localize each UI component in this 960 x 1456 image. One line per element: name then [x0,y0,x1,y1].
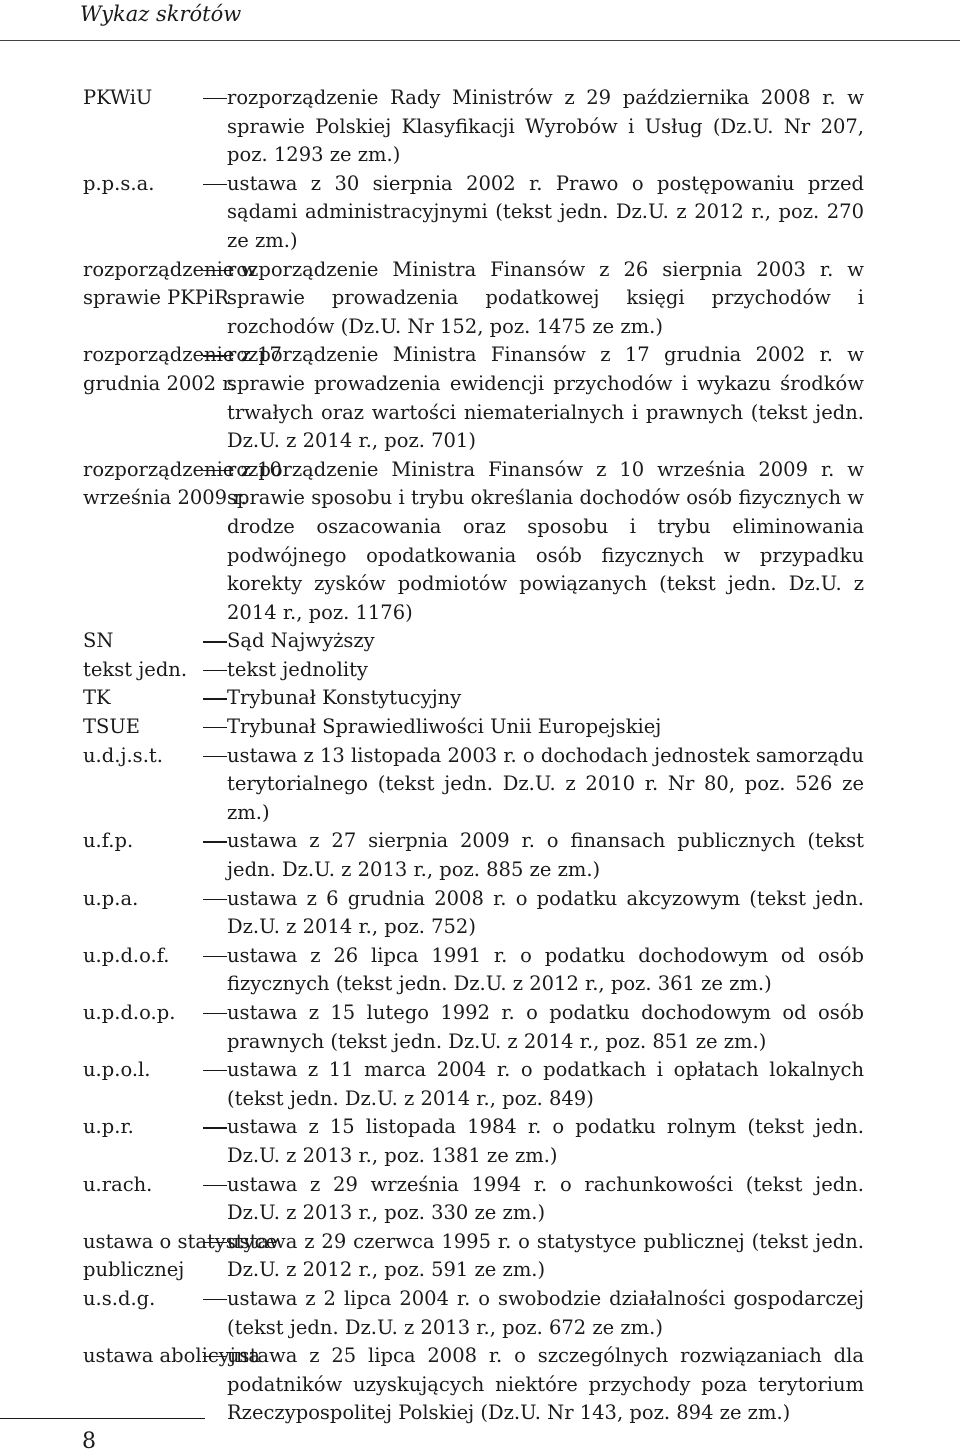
abbreviation-term: TSUE [83,715,141,739]
abbreviation-term: u.d.j.s.t. [83,743,163,767]
abbreviation-term: SN [83,629,114,653]
abbreviation-definition: ustawa z 25 lipca 2008 r. o szczególnych rozwiązaniach dla podatników uzyskujących niektóre przychody poza terytorium Rzeczypospolitej Polskiej (Dz.U. Nr 143, poz. 894 ze zm.) [227,1344,864,1425]
abbreviation-term: ustawa abolicyjna [83,1344,261,1368]
abbreviation-term: u.rach. [83,1172,153,1196]
abbreviation-entry [0,84,960,170]
abbreviation-term: rozporządzenie z 10 września 2009 r. [83,457,282,510]
abbreviation-term: PKWiU [83,86,153,109]
abbreviation-definition: ustawa z 2 lipca 2004 r. o swobodzie działalności gospodarczej (tekst jedn. Dz.U. z 2013 r., poz. 672 ze zm.) [227,1286,864,1339]
abbreviation-list [0,84,960,1428]
abbreviation-definition: rozporządzenie Ministra Finansów z 17 grudnia 2002 r. w sprawie prowadzenia ewidencji przychodów i wykazu środków trwałych oraz wartości niematerialnych i prawnych (tekst jedn. Dz.U. z 2014 r., poz. 701) [227,343,864,453]
abbreviation-definition: ustawa z 29 września 1994 r. o rachunkowości (tekst jedn. Dz.U. z 2013 r., poz. 330 ze zm.) [227,1172,864,1225]
abbreviation-entry [0,170,960,256]
abbreviation-term: rozporządzenie z 17 grudnia 2002 r. [83,343,282,395]
abbreviation-definition: ustawa z 15 listopada 1984 r. o podatku rolnym (tekst jedn. Dz.U. z 2013 r., poz. 1381 ze zm.) [227,1115,864,1167]
abbreviation-entry [0,1113,960,1170]
abbreviation-definition: ustawa z 27 sierpnia 2009 r. o finansach publicznych (tekst jedn. Dz.U. z 2013 r., poz. 885 ze zm.) [227,829,864,882]
abbreviation-definition: rozporządzenie Ministra Finansów z 26 sierpnia 2003 r. w sprawie prowadzenia podatkowej księgi przychodów i rozchodów (Dz.U. Nr 152, poz. 1475 ze zm.) [227,257,864,338]
abbreviation-term: TK [83,686,111,710]
abbreviation-entry [0,942,960,999]
abbreviation-definition: Sąd Najwyższy [227,629,375,653]
footer-rule [0,1418,205,1419]
header-rule [0,40,960,41]
abbreviation-definition: ustawa z 11 marca 2004 r. o podatkach i opłatach lokalnych (tekst jedn. Dz.U. z 2014 r., poz. 849) [227,1058,864,1110]
abbreviation-definition: Trybunał Sprawiedliwości Unii Europejskiej [227,715,662,739]
abbreviation-entry [0,456,960,628]
abbreviation-term: u.p.d.o.f. [83,943,170,967]
abbreviation-term: u.p.a. [83,886,139,910]
abbreviation-entry [0,742,960,828]
abbreviation-definition: tekst jednolity [227,657,368,681]
abbreviation-term: rozporządzenie w sprawie PKPiR [83,257,258,310]
abbreviation-term: u.p.d.o.p. [83,1001,176,1024]
abbreviation-term: tekst jedn. [83,657,188,681]
abbreviation-definition: ustawa z 29 czerwca 1995 r. o statystyce publicznej (tekst jedn. Dz.U. z 2012 r., poz. 591 ze zm.) [227,1229,864,1282]
abbreviation-definition: ustawa z 15 lutego 1992 r. o podatku dochodowym od osób prawnych (tekst jedn. Dz.U. z 2014 r., poz. 851 ze zm.) [227,1001,864,1053]
abbreviation-entry [0,341,960,455]
abbreviation-entry [0,627,960,656]
abbreviation-entry [0,656,960,685]
abbreviation-definition: ustawa z 6 grudnia 2008 r. o podatku akcyzowym (tekst jedn. Dz.U. z 2014 r., poz. 752) [227,886,864,939]
abbreviation-entry [0,827,960,884]
abbreviation-term: u.p.o.l. [83,1058,151,1082]
abbreviation-definition: rozporządzenie Ministra Finansów z 10 września 2009 r. w sprawie sposobu i trybu określania dochodów osób fizycznych w drodze oszacowania oraz sposobu i trybu eliminowania podwójnego opodatkowania osób fizycznych w przypadku korekty zysków podmiotów powiązanych (tekst jedn. Dz.U. z 2014 r., poz. 1176) [227,457,864,624]
abbreviation-term: u.p.r. [83,1115,134,1139]
abbreviation-definition: rozporządzenie Rady Ministrów z 29 października 2008 r. w sprawie Polskiej Klasyfikacji Wyrobów i Usług (Dz.U. Nr 207, poz. 1293 ze zm.) [227,86,864,167]
abbreviation-definition: ustawa z 30 sierpnia 2002 r. Prawo o postępowaniu przed sądami administracyjnymi (tekst jedn. Dz.U. z 2012 r., poz. 270 ze zm.) [227,171,864,252]
abbreviation-entry [0,885,960,942]
page-number: 8 [82,1429,96,1454]
abbreviation-entry [0,1228,960,1285]
abbreviation-definition: ustawa z 26 lipca 1991 r. o podatku dochodowym od osób fizycznych (tekst jedn. Dz.U. z 2012 r., poz. 361 ze zm.) [227,943,864,996]
running-header-title: Wykaz skrótów [80,2,242,26]
abbreviation-entry [0,684,960,713]
abbreviation-term: u.f.p. [83,829,134,853]
abbreviation-entry [0,999,960,1056]
abbreviation-term: p.p.s.a. [83,171,155,195]
abbreviation-entry [0,713,960,742]
abbreviation-term: ustawa o statystyce publicznej [83,1229,278,1282]
abbreviation-entry [0,1171,960,1228]
abbreviation-entry [0,1056,960,1113]
abbreviation-entry [0,1285,960,1342]
abbreviation-entry [0,256,960,342]
abbreviation-term: u.s.d.g. [83,1286,156,1310]
abbreviation-entry [0,1342,960,1428]
abbreviation-definition: ustawa z 13 listopada 2003 r. o dochodach jednostek samorządu terytorialnego (tekst jedn. Dz.U. z 2010 r. Nr 80, poz. 526 ze zm.) [227,743,864,824]
abbreviation-definition: Trybunał Konstytucyjny [227,686,462,710]
